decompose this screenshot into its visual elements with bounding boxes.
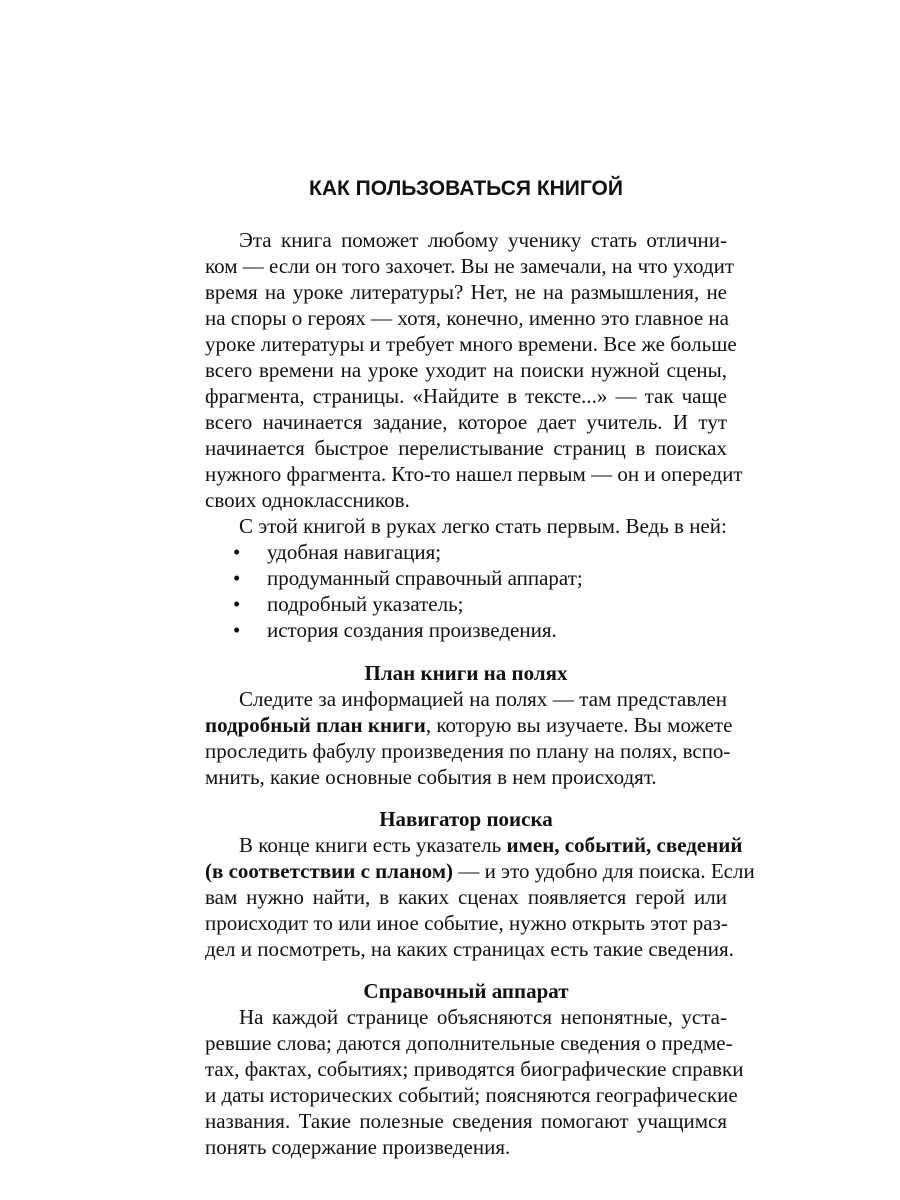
- intro-line-3: время на уроке литературы? Нет, не на размышления, не: [205, 280, 727, 304]
- bullet-icon: •: [233, 618, 241, 642]
- intro-line-6: всего времени на уроке уходит на поиски нужной сцены,: [205, 358, 727, 382]
- sec2-line-3: вам нужно найти, в каких сценах появляется герой или: [205, 885, 727, 909]
- sec2-line-4: происходит то или иное событие, нужно открыть этот раз-: [205, 911, 728, 935]
- section-heading-plan: План книги на полях: [364, 661, 568, 685]
- sec3-line-1: На каждой странице объясняются непонятные, уста-: [239, 1005, 727, 1029]
- sec1-bold-term: подробный план книги: [205, 713, 426, 737]
- intro-line-4: на споры о героях — хотя, конечно, именно это главное на: [205, 306, 729, 330]
- intro-line-11: своих одноклассников.: [205, 488, 410, 512]
- sec3-line-5: названия. Такие полезные сведения помогают учащимся: [205, 1109, 727, 1133]
- sec3-line-3: тах, фактах, событиях; приводятся биографические справки: [205, 1057, 744, 1081]
- sec2-line-2-rest: — и это удобно для поиска. Если: [453, 859, 755, 883]
- sec2-bold-term-1: имен, событий, сведений: [506, 833, 743, 857]
- intro-line-7: фрагмента, страницы. «Найдите в тексте...» — так чаще: [205, 384, 727, 408]
- bullet-icon: •: [233, 592, 241, 616]
- sec2-line-5: дел и посмотреть, на каких страницах есть такие сведения.: [205, 937, 734, 961]
- list-lead: С этой книгой в руках легко стать первым. Ведь в ней:: [239, 514, 727, 538]
- sec1-line-4: мнить, какие основные события в нем происходят.: [205, 765, 657, 789]
- sec1-line-2-rest: , которую вы изучаете. Вы можете: [425, 713, 733, 737]
- section-heading-navigator: Навигатор поиска: [379, 807, 553, 831]
- bullet-icon: •: [233, 540, 241, 564]
- list-item-text: удобная навигация;: [267, 540, 442, 564]
- intro-line-9: начинается быстрое перелистывание страниц в поисках: [205, 436, 727, 460]
- sec3-line-6: понять содержание произведения.: [205, 1135, 511, 1159]
- intro-line-10: нужного фрагмента. Кто-то нашел первым — он и опередит: [205, 462, 743, 486]
- section-heading-reference: Справочный аппарат: [363, 979, 569, 1003]
- sec2-bold-term-2: (в соответствии с планом): [205, 859, 454, 883]
- list-item-text: продуманный справочный аппарат;: [267, 566, 583, 590]
- intro-line-8: всего начинается задание, которое дает учитель. И тут: [205, 410, 727, 434]
- list-item-text: подробный указатель;: [267, 592, 464, 616]
- list-item-text: история создания произведения.: [267, 618, 557, 642]
- sec2-line-1: [239, 832, 743, 858]
- sec1-line-3: проследить фабулу произведения по плану на полях, вспо-: [205, 739, 731, 763]
- sec3-line-2: ревшие слова; даются дополнительные сведения о предме-: [205, 1031, 733, 1055]
- sec2-line-2: [205, 858, 755, 884]
- sec2-line-1-pre: В конце книги есть указатель: [239, 833, 507, 857]
- sec3-line-4: и даты исторических событий; поясняются географические: [205, 1083, 738, 1107]
- sec1-line-1: Следите за информацией на полях — там представлен: [239, 687, 727, 711]
- page-title: КАК ПОЛЬЗОВАТЬСЯ КНИГОЙ: [309, 177, 623, 200]
- intro-line-2: ком — если он того захочет. Вы не замечали, на что уходит: [205, 254, 735, 278]
- intro-line-1: Эта книга поможет любому ученику стать отлични-: [239, 228, 727, 252]
- sec1-line-2: [205, 712, 733, 738]
- intro-line-5: уроке литературы и требует много времени. Все же больше: [205, 332, 737, 356]
- bullet-icon: •: [233, 566, 241, 590]
